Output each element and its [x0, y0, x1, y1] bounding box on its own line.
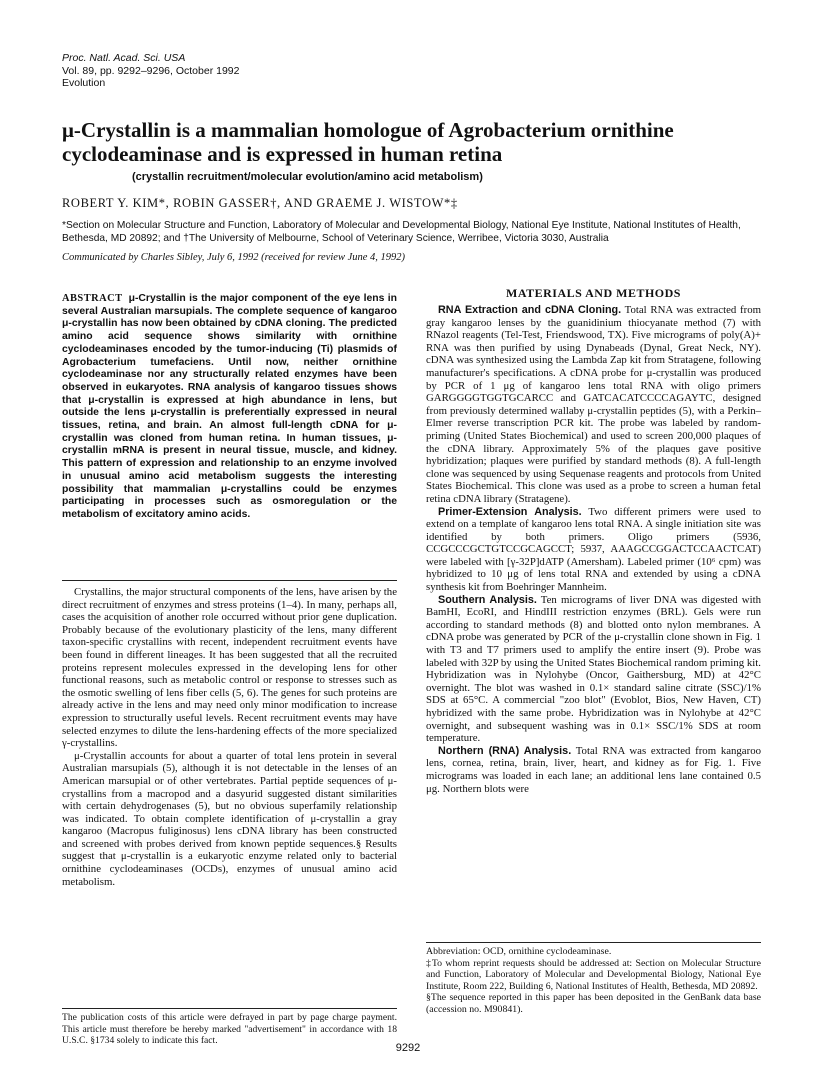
- publication-fee-notice: The publication costs of this article were defrayed in part by page charge payment. This article must therefore be hereby marked "advertisement" in accordance with 18 U.S.C. §1734 solely to indicate this fact.: [62, 1012, 397, 1046]
- section-title: Southern Analysis.: [438, 593, 537, 606]
- section-title: RNA Extraction and cDNA Cloning.: [438, 304, 622, 316]
- footnote-divider: [62, 1008, 397, 1009]
- abstract-divider: [62, 580, 397, 581]
- methods-paragraph: [426, 594, 761, 745]
- methods-paragraph: [426, 506, 761, 594]
- footnote: ‡To whom reprint requests should be addressed at: Section on Molecular Structure and Function, Laboratory of Molecular and Developmental Biology, National Eye Institute, Room 222, Building 6, National Institutes of Health, Bethesda, MD 20892.: [426, 957, 761, 992]
- footnote: §The sequence reported in this paper has been deposited in the GenBank data base (accession no. M90841).: [426, 992, 761, 1015]
- journal-name: Proc. Natl. Acad. Sci. USA: [62, 52, 186, 64]
- communicated-line: Communicated by Charles Sibley, July 6, 1992 (received for review June 4, 1992): [62, 252, 406, 263]
- paper-title: μ-Crystallin is a mammalian homologue of Agrobacterium ornithine cyclodeaminase and is expressed in human retina: [62, 118, 674, 166]
- footnote: Abbreviation: OCD, ornithine cyclodeaminase.: [426, 946, 612, 957]
- section-text: Ten micrograms of liver DNA was digested with BamHI, EcoRI, and HindIII restriction enzymes (BRL). Gels were run according to standard methods (8) and blotted onto nylon membranes. A cDNA probe was generated by PCR of the μ-crystallin clone shown in Fig. 1 with T3 and T7 primers used to amplify the entire insert (9). Probe was labeled with 32P by using the United States Biochemical random priming kit. Hybridization was in Nylohybe (Oncor, Gaithersburg, MD) at 42°C overnight. The blot was washed in 0.1× standard saline citrate (SSC)/1% SDS at 65°C. A commercial "zoo blot" (Evoblot, Bios, New Haven, CT) hybridized with the same probe. Hybridization was in Nylohybe at 42°C overnight, and subsequent washing was in 0.1× SSC/1% SDS at room temperature.: [426, 593, 761, 745]
- intro-paragraph: Crystallins, the major structural components of the lens, have arisen by the direct recruitment of enzymes and stress proteins (1–4). In many, perhaps all, cases the acquisition of another role occurred without prior gene duplication. Probably because of the evolutionary plasticity of the lens, many different taxon-specific crystallins with recent, independent recruitment events have been found in different lineages. It has been suggested that all the recruited proteins represent molecules expressed in the developing lens for other functional reasons, such as metabolic control or response to stresses such as the osmotic swelling of lens fiber cells (5, 6). The genes for such proteins are already active in the lens and may need only minor modification to increase expression to structurally useful levels. Recent recruitment events may have selected enzymes to dilute the lens-hardening effects of the more specialized γ-crystallins.: [62, 586, 397, 750]
- authors: ROBERT Y. KIM*, ROBIN GASSER†, AND GRAEME J. WISTOW*‡: [62, 196, 458, 210]
- footnote-divider: [426, 942, 761, 943]
- methods-body: [426, 304, 761, 795]
- section-text: Total RNA was extracted from gray kangaroo lenses by the guanidinium thiocyanate method (7) with RNazol reagents (Tel-Test, Friendswood, TX). Five micrograms of poly(A)+ RNA was then purified by using Dynabeads (Dynal, Great Neck, NY). cDNA was synthesized using the Lambda Zap kit from Stratagene, following manufacturer's specifications. A cDNA probe for μ-crystallin was produced by PCR of 1 μg of kangaroo lens total RNA with oligo primers GARGGGGTGGTGCARCC and GATCACATCCCCAGAYTC, designed from previously determined wallaby μ-crystallin peptides (5), with a Perkin–Elmer reverse transcription PCR kit. The probe was labeled by random-priming (United States Biochemical) and used to screen 200,000 plaques of the cDNA library. Approximately 5% of the plaques gave positive hybridization; plaques were purified by standard methods (8). A full-length clone was sequenced by using Sequenase reagents and protocols from United States Biochemical. This clone was used as a probe to screen a human fetal retina cDNA library (Stratagene).: [426, 304, 761, 505]
- abstract-text: μ-Crystallin is the major component of the eye lens in several Australian marsupials. The complete sequence of kangaroo μ-crystallin has now been obtained by cDNA cloning. The predicted amino acid sequence shows similarity with ornithine cyclodeaminases encoded by the tumor-inducing (Ti) plasmids of Agrobacterium tumefaciens. Until now, neither ornithine cyclodeaminase nor any structurally related enzymes have been observed in eukaryotes. RNA analysis of kangaroo tissues shows that μ-crystallin is expressed at high abundance in lens, but outside the lens μ-crystallin is preferentially expressed in neural tissues, retina, and brain. An almost full-length cDNA for μ-crystallin was cloned from human retina. In human tissues, μ-crystallin mRNA is present in neural tissue, muscle, and kidney. This pattern of expression and relationship to an enzyme involved in unusual amino acid metabolism suggests the interesting possibility that mammalian μ-crystallins could be enzymes participating in processes such as osmoregulation or the metabolism of excitatory amino acids.: [62, 293, 397, 520]
- methods-heading: MATERIALS AND METHODS: [506, 286, 681, 300]
- methods-paragraph: [426, 304, 761, 506]
- introduction: [62, 586, 397, 888]
- section-title: Primer-Extension Analysis.: [438, 505, 582, 518]
- journal-volume: Vol. 89, pp. 9292–9296, October 1992: [62, 64, 240, 77]
- keywords: (crystallin recruitment/molecular evolution/amino acid metabolism): [132, 171, 483, 183]
- section-title: Northern (RNA) Analysis.: [438, 744, 572, 757]
- abstract: [62, 293, 397, 522]
- abstract-label: ABSTRACT: [62, 293, 123, 304]
- affiliations: *Section on Molecular Structure and Function, Laboratory of Molecular and Developmental Biology, National Eye Institute, National Institutes of Health, Bethesda, MD 20892; and †The University of Melbourne, School of Veterinary Science, Werribee, Victoria 3030, Australia: [62, 220, 741, 244]
- intro-paragraph: μ-Crystallin accounts for about a quarter of total lens protein in several Australian marsupials (5), although it is not detectable in the lenses of an American marsupial or of other vertebrates. Partial peptide sequences of μ-crystallins from a macropod and a dasyurid suggested distant similarities with certain dehydrogenases (5), but no obvious superfamily relationship was indicated. To obtain complete identification of μ-crystallin a gray kangaroo (Macropus fuliginosus) lens cDNA library has been constructed and screened with probes derived from known peptide sequences.§ Results suggest that μ-crystallin is a eukaryotic enzyme related only to bacterial ornithine cyclodeaminases (OCDs), enzymes of unusual amino acid metabolism.: [62, 749, 397, 888]
- section-text: Two different primers were used to extend on a template of kangaroo lens total RNA. A single initiation site was identified by both primers. Oligo primers (5936, CCGCCCGCTGTCCGCAGCCT; 5937, AAAGCCGGACTCCAACTCAT) were labeled with [γ-32P]dATP (Amersham). Labeled primer (10⁶ cpm) was hybridized to 10 μg of lens total RNA and extended by using a cDNA synthesis kit from Boehringer Mannheim.: [426, 505, 761, 594]
- page-number: 9292: [395, 1042, 421, 1054]
- methods-paragraph: [426, 745, 761, 795]
- footnotes: [426, 946, 761, 1016]
- section-text: Total RNA was extracted from kangaroo lens, cornea, retina, brain, liver, heart, and kidney as for Fig. 1. Five micrograms was loaded in each lane; an additional lens lane contained 0.5 μg. Northern blots were: [426, 744, 761, 795]
- journal-section: Evolution: [62, 77, 106, 89]
- journal-header: [62, 52, 239, 90]
